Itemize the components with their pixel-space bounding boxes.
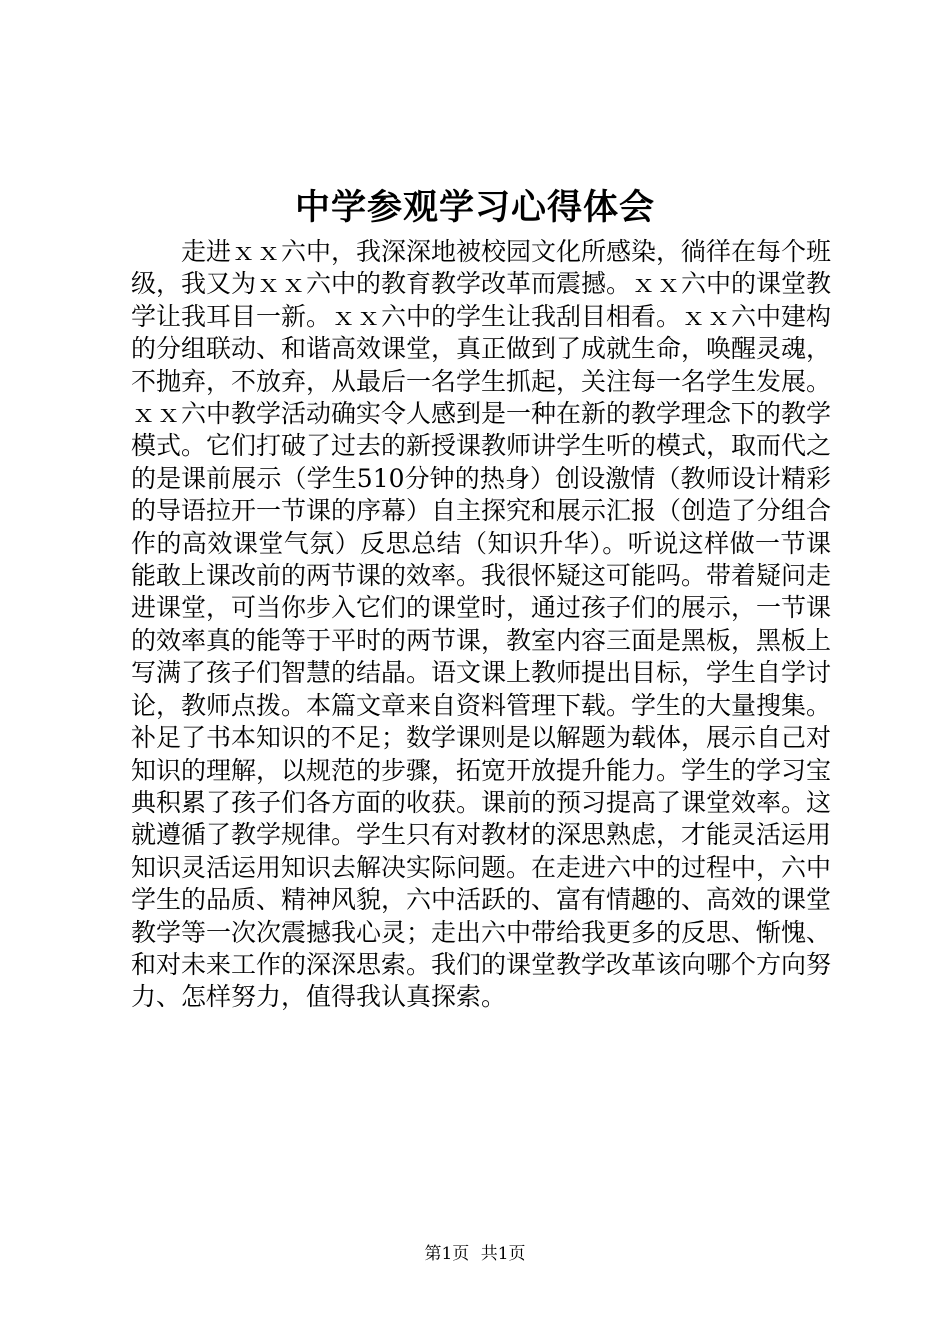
document-title: 中学参观学习心得体会 [294,188,655,228]
page-number: 第1页 [424,1244,470,1264]
document-body: 走进ｘｘ六中，我深深地被校园文化所感染，徜徉在每个班级，我又为ｘｘ六中的教育教学改革而震撼。ｘｘ六中的课堂教学让我耳目一新。ｘｘ六中的学生让我刮目相看。ｘｘ六中建构的分组联动、和谐高效课堂，真正做到了成就生命，唤醒灵魂，不抛弃，不放弃，从最后一名学生抓起，关注每一名学生发展。ｘｘ六中教学活动确实令人感到是一种在新的教学理念下的教学模式。它们打破了过去的新授课教师讲学生听的模式，取而代之的是课前展示（学生510分钟的热身）创设激情（教师设计精彩的导语拉开一节课的序幕）自主探究和展示汇报（创造了分组合作的高效课堂气氛）反思总结（知识升华）。听说这样做一节课能敢上课改前的两节课的效率。我很怀疑这可能吗。带着疑问走进课堂，可当你步入它们的课堂时，通过孩子们的展示，一节课的效率真的能等于平时的两节课，教室内容三面是黑板，黑板上写满了孩子们智慧的结晶。语文课上教师提出目标，学生自学讨论，教师点拨。本篇文章来自资料管理下载。学生的大量搜集。补足了书本知识的不足；数学课则是以解题为载体，展示自己对知识的理解，以规范的步骤，拓宽开放提升能力。学生的学习宝典积累了孩子们各方面的收获。课前的预习提高了课堂效率。这就遵循了教学规律。学生只有对教材的深思熟虑，才能灵活运用知识灵活运用知识去解决实际问题。在走进六中的过程中，六中学生的品质、精神风貌，六中活跃的、富有情趣的、高效的课堂教学等一次次震撼我心灵；走出六中带给我更多的反思、惭愧、和对未来工作的深深思索。我们的课堂教学改革该向哪个方向努力、怎样努力，值得我认真探索。 [131,237,832,1012]
page-footer [0,1243,950,1265]
page-total: 共1页 [480,1244,526,1264]
